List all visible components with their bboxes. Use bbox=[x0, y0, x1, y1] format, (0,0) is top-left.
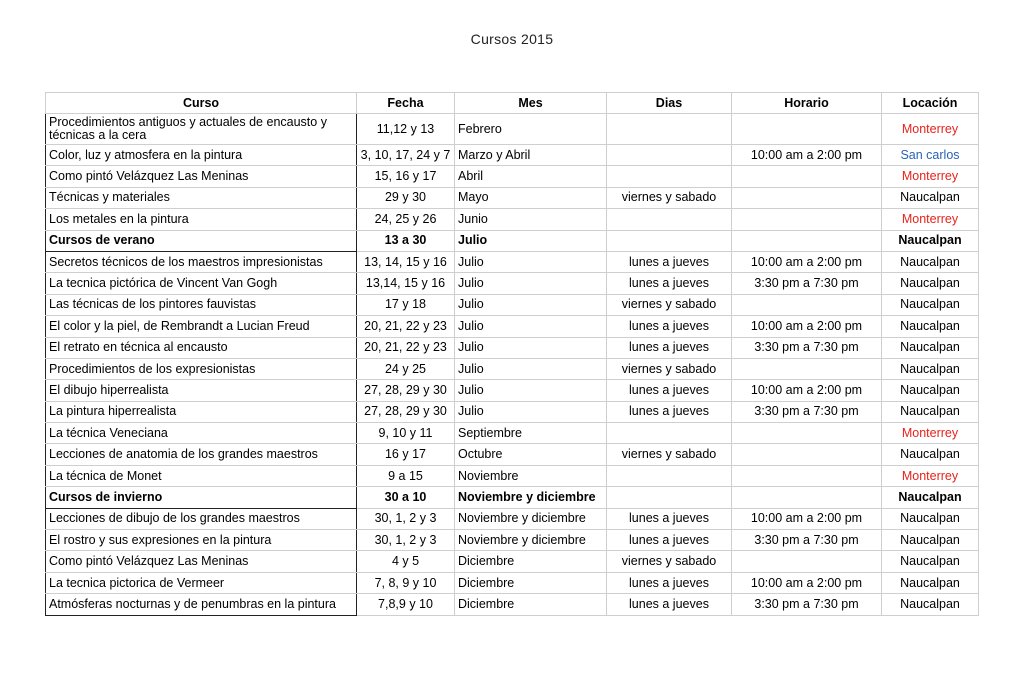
courses-table bbox=[45, 92, 979, 616]
cell-horario bbox=[732, 114, 882, 145]
table-header-row bbox=[46, 93, 979, 114]
cell-fecha: 30 a 10 bbox=[357, 487, 455, 508]
cell-fecha: 20, 21, 22 y 23 bbox=[357, 337, 455, 358]
cell-dias: lunes a jueves bbox=[607, 380, 732, 401]
cell-mes: Octubre bbox=[455, 444, 607, 465]
cell-fecha: 9, 10 y 11 bbox=[357, 423, 455, 444]
cell-horario bbox=[732, 294, 882, 315]
cell-locacion: Naucalpan bbox=[882, 337, 979, 358]
cell-mes: Julio bbox=[455, 273, 607, 294]
table-row bbox=[46, 230, 979, 251]
table-row bbox=[46, 294, 979, 315]
cell-horario bbox=[732, 444, 882, 465]
cell-dias: lunes a jueves bbox=[607, 337, 732, 358]
cell-dias bbox=[607, 465, 732, 486]
cell-dias bbox=[607, 230, 732, 251]
cell-fecha: 13,14, 15 y 16 bbox=[357, 273, 455, 294]
cell-curso: Lecciones de dibujo de los grandes maestros bbox=[46, 508, 357, 529]
cell-curso: Color, luz y atmosfera en la pintura bbox=[46, 145, 357, 166]
cell-fecha: 15, 16 y 17 bbox=[357, 166, 455, 187]
cell-locacion: Naucalpan bbox=[882, 508, 979, 529]
cell-locacion: Naucalpan bbox=[882, 187, 979, 208]
cell-curso: Técnicas y materiales bbox=[46, 187, 357, 208]
cell-fecha: 27, 28, 29 y 30 bbox=[357, 380, 455, 401]
cell-locacion: Naucalpan bbox=[882, 294, 979, 315]
table-row bbox=[46, 358, 979, 379]
cell-dias: lunes a jueves bbox=[607, 572, 732, 593]
cell-fecha: 27, 28, 29 y 30 bbox=[357, 401, 455, 422]
cell-fecha: 3, 10, 17, 24 y 7 bbox=[357, 145, 455, 166]
cell-fecha: 30, 1, 2 y 3 bbox=[357, 530, 455, 551]
cell-mes: Julio bbox=[455, 337, 607, 358]
cell-locacion: Naucalpan bbox=[882, 358, 979, 379]
cell-fecha: 30, 1, 2 y 3 bbox=[357, 508, 455, 529]
header-curso: Curso bbox=[46, 93, 357, 114]
cell-fecha: 17 y 18 bbox=[357, 294, 455, 315]
cell-dias: viernes y sabado bbox=[607, 187, 732, 208]
table-row bbox=[46, 401, 979, 422]
cell-fecha: 11,12 y 13 bbox=[357, 114, 455, 145]
cell-mes: Diciembre bbox=[455, 551, 607, 572]
cell-curso: Secretos técnicos de los maestros impresionistas bbox=[46, 251, 357, 272]
cell-locacion: Naucalpan bbox=[882, 551, 979, 572]
cell-mes: Julio bbox=[455, 230, 607, 251]
cell-horario: 3:30 pm a 7:30 pm bbox=[732, 401, 882, 422]
cell-dias bbox=[607, 209, 732, 230]
cell-fecha: 13, 14, 15 y 16 bbox=[357, 251, 455, 272]
cell-dias: viernes y sabado bbox=[607, 358, 732, 379]
cell-locacion: Monterrey bbox=[882, 465, 979, 486]
table-row bbox=[46, 508, 979, 529]
cell-horario bbox=[732, 230, 882, 251]
cell-mes: Abril bbox=[455, 166, 607, 187]
cell-fecha: 24 y 25 bbox=[357, 358, 455, 379]
table-row bbox=[46, 251, 979, 272]
table-row bbox=[46, 114, 979, 145]
cell-dias: lunes a jueves bbox=[607, 401, 732, 422]
cell-horario: 10:00 am a 2:00 pm bbox=[732, 380, 882, 401]
table-row bbox=[46, 465, 979, 486]
table-row bbox=[46, 572, 979, 593]
cell-locacion: Monterrey bbox=[882, 423, 979, 444]
cell-fecha: 7,8,9 y 10 bbox=[357, 594, 455, 615]
cell-fecha: 7, 8, 9 y 10 bbox=[357, 572, 455, 593]
cell-dias: lunes a jueves bbox=[607, 508, 732, 529]
cell-horario: 3:30 pm a 7:30 pm bbox=[732, 273, 882, 294]
cell-horario: 10:00 am a 2:00 pm bbox=[732, 508, 882, 529]
cell-mes: Julio bbox=[455, 294, 607, 315]
table-row bbox=[46, 380, 979, 401]
cell-locacion: Naucalpan bbox=[882, 380, 979, 401]
cell-locacion: Monterrey bbox=[882, 114, 979, 145]
cell-curso: El color y la piel, de Rembrandt a Lucian Freud bbox=[46, 316, 357, 337]
cell-horario bbox=[732, 487, 882, 508]
cell-mes: Mayo bbox=[455, 187, 607, 208]
cell-mes: Febrero bbox=[455, 114, 607, 145]
cell-dias bbox=[607, 423, 732, 444]
table-row bbox=[46, 487, 979, 508]
cell-mes: Julio bbox=[455, 358, 607, 379]
cell-curso: Procedimientos de los expresionistas bbox=[46, 358, 357, 379]
header-dias: Dias bbox=[607, 93, 732, 114]
table-row bbox=[46, 316, 979, 337]
cell-mes: Noviembre y diciembre bbox=[455, 487, 607, 508]
cell-mes: Noviembre y diciembre bbox=[455, 530, 607, 551]
cell-dias: lunes a jueves bbox=[607, 594, 732, 615]
cell-dias bbox=[607, 487, 732, 508]
cell-mes: Julio bbox=[455, 380, 607, 401]
table-row bbox=[46, 145, 979, 166]
cell-dias: viernes y sabado bbox=[607, 294, 732, 315]
cell-dias bbox=[607, 166, 732, 187]
cell-horario: 10:00 am a 2:00 pm bbox=[732, 572, 882, 593]
cell-dias: viernes y sabado bbox=[607, 551, 732, 572]
cell-curso: Como pintó Velázquez Las Meninas bbox=[46, 166, 357, 187]
table-row bbox=[46, 187, 979, 208]
cell-curso: Cursos de invierno bbox=[46, 487, 357, 508]
table-row bbox=[46, 594, 979, 615]
header-horario: Horario bbox=[732, 93, 882, 114]
cell-locacion: Naucalpan bbox=[882, 316, 979, 337]
cell-locacion: Naucalpan bbox=[882, 251, 979, 272]
table-row bbox=[46, 166, 979, 187]
cell-mes: Junio bbox=[455, 209, 607, 230]
cell-curso: Lecciones de anatomia de los grandes maestros bbox=[46, 444, 357, 465]
table-row bbox=[46, 423, 979, 444]
cell-mes: Julio bbox=[455, 316, 607, 337]
cell-curso: La técnica Veneciana bbox=[46, 423, 357, 444]
cell-locacion: Monterrey bbox=[882, 209, 979, 230]
cell-fecha: 9 a 15 bbox=[357, 465, 455, 486]
cell-mes: Septiembre bbox=[455, 423, 607, 444]
cell-curso: La tecnica pictórica de Vincent Van Gogh bbox=[46, 273, 357, 294]
cell-curso: Los metales en la pintura bbox=[46, 209, 357, 230]
cell-curso: La tecnica pictorica de Vermeer bbox=[46, 572, 357, 593]
cell-locacion: Naucalpan bbox=[882, 487, 979, 508]
cell-horario bbox=[732, 465, 882, 486]
header-locacion: Locación bbox=[882, 93, 979, 114]
table-row bbox=[46, 551, 979, 572]
cell-fecha: 24, 25 y 26 bbox=[357, 209, 455, 230]
cell-mes: Julio bbox=[455, 401, 607, 422]
cell-dias: lunes a jueves bbox=[607, 273, 732, 294]
cell-fecha: 16 y 17 bbox=[357, 444, 455, 465]
cell-horario: 3:30 pm a 7:30 pm bbox=[732, 594, 882, 615]
cell-dias: viernes y sabado bbox=[607, 444, 732, 465]
cell-curso: El retrato en técnica al encausto bbox=[46, 337, 357, 358]
cell-mes: Noviembre y diciembre bbox=[455, 508, 607, 529]
cell-dias: lunes a jueves bbox=[607, 316, 732, 337]
table-row bbox=[46, 273, 979, 294]
cell-curso: Procedimientos antiguos y actuales de encausto y técnicas a la cera bbox=[46, 114, 357, 145]
table-row bbox=[46, 530, 979, 551]
cell-mes: Diciembre bbox=[455, 572, 607, 593]
cell-horario bbox=[732, 209, 882, 230]
cell-locacion: San carlos bbox=[882, 145, 979, 166]
cell-locacion: Naucalpan bbox=[882, 572, 979, 593]
cell-mes: Julio bbox=[455, 251, 607, 272]
page-title: Cursos 2015 bbox=[470, 31, 554, 47]
cell-horario bbox=[732, 551, 882, 572]
cell-locacion: Naucalpan bbox=[882, 401, 979, 422]
cell-horario bbox=[732, 187, 882, 208]
cell-curso: Las técnicas de los pintores fauvistas bbox=[46, 294, 357, 315]
cell-curso: La pintura hiperrealista bbox=[46, 401, 357, 422]
cell-horario: 3:30 pm a 7:30 pm bbox=[732, 337, 882, 358]
cell-curso: Atmósferas nocturnas y de penumbras en la pintura bbox=[46, 594, 357, 615]
cell-dias bbox=[607, 114, 732, 145]
cell-locacion: Naucalpan bbox=[882, 594, 979, 615]
cell-locacion: Naucalpan bbox=[882, 444, 979, 465]
cell-curso: El rostro y sus expresiones en la pintura bbox=[46, 530, 357, 551]
cell-fecha: 20, 21, 22 y 23 bbox=[357, 316, 455, 337]
cell-horario bbox=[732, 166, 882, 187]
cell-horario: 3:30 pm a 7:30 pm bbox=[732, 530, 882, 551]
cell-fecha: 29 y 30 bbox=[357, 187, 455, 208]
cell-locacion: Naucalpan bbox=[882, 273, 979, 294]
cell-horario: 10:00 am a 2:00 pm bbox=[732, 145, 882, 166]
header-mes: Mes bbox=[455, 93, 607, 114]
cell-dias: lunes a jueves bbox=[607, 251, 732, 272]
cell-fecha: 13 a 30 bbox=[357, 230, 455, 251]
cell-mes: Marzo y Abril bbox=[455, 145, 607, 166]
table-body bbox=[46, 114, 979, 616]
cell-horario bbox=[732, 423, 882, 444]
cell-locacion: Monterrey bbox=[882, 166, 979, 187]
cell-horario: 10:00 am a 2:00 pm bbox=[732, 251, 882, 272]
table-row bbox=[46, 209, 979, 230]
cell-curso: La técnica de Monet bbox=[46, 465, 357, 486]
cell-horario: 10:00 am a 2:00 pm bbox=[732, 316, 882, 337]
cell-curso: Como pintó Velázquez Las Meninas bbox=[46, 551, 357, 572]
cell-mes: Noviembre bbox=[455, 465, 607, 486]
cell-curso: Cursos de verano bbox=[46, 230, 357, 251]
header-fecha: Fecha bbox=[357, 93, 455, 114]
cell-fecha: 4 y 5 bbox=[357, 551, 455, 572]
cell-dias bbox=[607, 145, 732, 166]
cell-curso: El dibujo hiperrealista bbox=[46, 380, 357, 401]
cell-horario bbox=[732, 358, 882, 379]
table-row bbox=[46, 444, 979, 465]
cell-locacion: Naucalpan bbox=[882, 530, 979, 551]
cell-mes: Diciembre bbox=[455, 594, 607, 615]
table-row bbox=[46, 337, 979, 358]
cell-dias: lunes a jueves bbox=[607, 530, 732, 551]
cell-locacion: Naucalpan bbox=[882, 230, 979, 251]
